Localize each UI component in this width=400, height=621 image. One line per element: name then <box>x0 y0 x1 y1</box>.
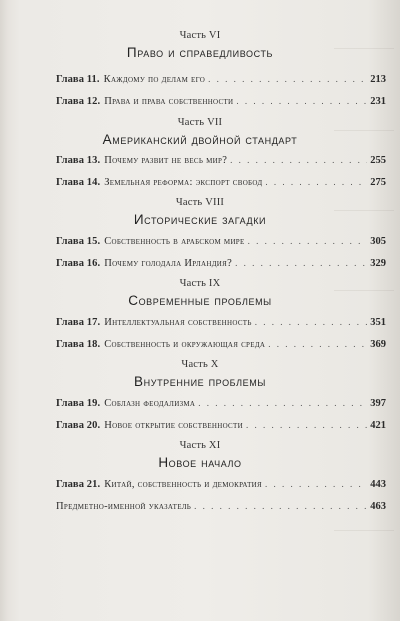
page-number: 351 <box>370 317 386 328</box>
leader-dots <box>255 315 368 329</box>
chapter-number: Глава 12. <box>56 96 101 107</box>
leader-dots <box>198 396 367 410</box>
leader-dots <box>236 94 367 108</box>
toc-entry-chapter-17[interactable] <box>56 315 386 329</box>
toc-entry-chapter-11[interactable] <box>56 72 386 86</box>
toc-entry-chapter-14[interactable] <box>56 175 386 189</box>
chapter-title: Интеллектуальная собственность <box>104 317 252 328</box>
leader-dots <box>265 175 367 189</box>
toc-entry-chapter-20[interactable] <box>56 418 386 432</box>
toc-entry-chapter-13[interactable] <box>56 153 386 167</box>
chapter-number: Глава 21. <box>56 479 101 490</box>
part-label: Часть VII <box>177 117 223 128</box>
toc-entry-chapter-16[interactable] <box>56 256 386 270</box>
chapter-title: Почему голодала Ирландия? <box>104 258 233 269</box>
page-number: 443 <box>370 479 386 490</box>
toc-entry-chapter-18[interactable] <box>56 337 386 351</box>
chapter-title: Земельная реформа: экспорт свобод <box>104 177 263 188</box>
part-heading-x <box>0 359 400 390</box>
part-label: Часть XI <box>179 440 221 451</box>
leader-dots <box>230 153 367 167</box>
show-through-mark <box>334 210 394 211</box>
leader-dots <box>235 256 367 270</box>
chapter-number: Глава 15. <box>56 236 101 247</box>
show-through-mark <box>334 290 394 291</box>
part-label: Часть X <box>181 359 219 370</box>
part-title: Новое начало <box>158 455 242 470</box>
part-heading-vi <box>0 30 400 61</box>
chapter-title: Права и права собственности <box>104 96 234 107</box>
page-number: 463 <box>370 501 386 512</box>
leader-dots <box>268 337 367 351</box>
chapter-number: Глава 19. <box>56 398 101 409</box>
chapter-title: Новое открытие собственности <box>104 420 243 431</box>
leader-dots <box>246 418 367 432</box>
part-heading-ix <box>0 278 400 309</box>
toc-entry-chapter-12[interactable] <box>56 94 386 108</box>
show-through-mark <box>334 130 394 131</box>
leader-dots <box>194 499 367 513</box>
chapter-number: Глава 13. <box>56 155 101 166</box>
chapter-title: Китай, собственность и демократия <box>104 479 263 490</box>
part-label: Часть VIII <box>175 197 225 208</box>
page-number: 213 <box>370 74 386 85</box>
chapter-number: Глава 14. <box>56 177 101 188</box>
leader-dots <box>208 72 367 86</box>
toc-entry-index[interactable] <box>56 499 386 513</box>
page-number: 231 <box>370 96 386 107</box>
chapter-title: Собственность и окружающая среда <box>104 339 266 350</box>
toc-entry-chapter-19[interactable] <box>56 396 386 410</box>
chapter-title: Каждому по делам его <box>103 74 206 85</box>
toc-entry-chapter-15[interactable] <box>56 234 386 248</box>
part-title: Современные проблемы <box>128 293 272 308</box>
part-title: Исторические загадки <box>133 212 267 227</box>
part-label: Часть VI <box>179 30 221 41</box>
page-number: 421 <box>370 420 386 431</box>
part-title: Американский двойной стандарт <box>102 132 298 147</box>
part-title: Право и справедливость <box>126 45 274 60</box>
page-number: 275 <box>370 177 386 188</box>
show-through-mark <box>334 530 394 531</box>
chapter-number: Глава 11. <box>56 74 100 85</box>
page-number: 397 <box>370 398 386 409</box>
chapter-number: Глава 16. <box>56 258 101 269</box>
index-title: Предметно-именной указатель <box>56 501 192 512</box>
toc-entry-chapter-21[interactable] <box>56 477 386 491</box>
chapter-title: Почему развит не весь мир? <box>104 155 228 166</box>
chapter-title: Собственность в арабском мире <box>104 236 245 247</box>
show-through-mark <box>334 48 394 49</box>
part-label: Часть IX <box>179 278 221 289</box>
chapter-number: Глава 17. <box>56 317 101 328</box>
leader-dots <box>248 234 368 248</box>
part-heading-vii <box>0 117 400 148</box>
chapter-number: Глава 20. <box>56 420 101 431</box>
part-heading-viii <box>0 197 400 228</box>
page-number: 369 <box>370 339 386 350</box>
part-heading-xi <box>0 440 400 471</box>
part-title: Внутренние проблемы <box>134 374 266 389</box>
page-number: 305 <box>370 236 386 247</box>
leader-dots <box>265 477 367 491</box>
page-number: 255 <box>370 155 386 166</box>
page-number: 329 <box>370 258 386 269</box>
chapter-title: Соблазн феодализма <box>104 398 196 409</box>
chapter-number: Глава 18. <box>56 339 101 350</box>
